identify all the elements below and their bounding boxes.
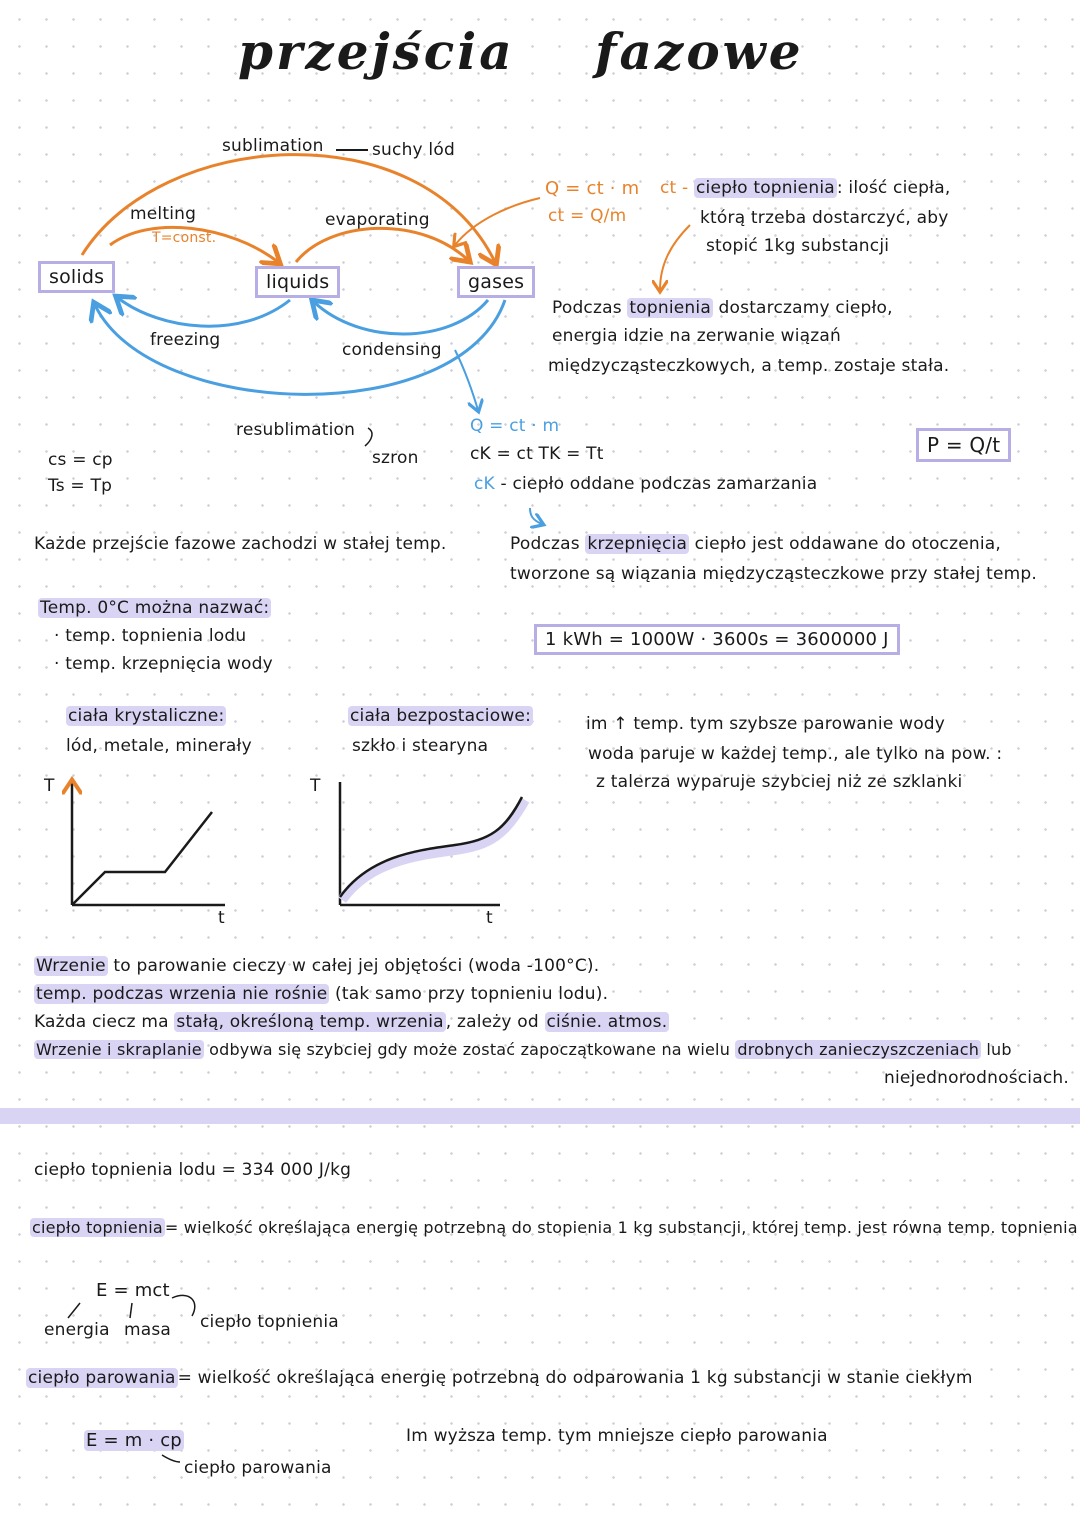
zero-deg-item-1: · temp. topnienia lodu (54, 626, 247, 646)
evaporating-arrow (296, 228, 468, 262)
label-dry-ice: suchy lód (372, 140, 455, 160)
boiling-line-5: niejednorodnościach. (884, 1068, 1069, 1088)
vapor-heat-label: ciepło parowania (184, 1458, 332, 1478)
energy-label: energia (44, 1320, 110, 1340)
label-evaporating: evaporating (325, 210, 430, 230)
evaporation-line-1: im ↑ temp. tym szybsze parowanie wody (586, 714, 946, 734)
crystalline-y-label: T (44, 776, 55, 796)
melting-definition-line-2: którą trzeba dostarczyć, aby (700, 208, 949, 228)
amorphous-graph (340, 782, 525, 905)
freezing-during-line-1: Podczas krzepnięcia ciepło jest oddawane do otoczenia, (510, 534, 1002, 554)
melting-formula-1: Q = ct · m (545, 178, 640, 199)
ice-melting-heat: ciepło topnienia lodu = 334 000 J/kg (34, 1160, 352, 1180)
label-melting: melting (130, 204, 197, 224)
freezing-ck-definition: cK - ciepło oddane podczas zamarzania (474, 474, 818, 494)
melting-during-line-3: międzycząsteczkowych, a temp. zostaje stała. (548, 356, 950, 376)
title-word-2: fazowe (595, 22, 804, 81)
amorphous-curve-highlight (342, 800, 525, 900)
ts-tp: Ts = Tp (48, 476, 113, 496)
definition-pointer-arrow (660, 225, 690, 290)
label-resublimation: resublimation (236, 420, 356, 440)
boiling-line-3: Każda ciecz ma stałą, określoną temp. wrzenia , zależy od ciśnie. atmos. (34, 1012, 668, 1032)
amorphous-y-label: T (310, 776, 321, 796)
vapor-heat-definition: ciepło parowania = wielkość określająca energię potrzebną do odparowania 1 kg substancji w stanie ciekłym (28, 1368, 973, 1388)
kwh-conversion: 1 kWh = 1000W · 3600s = 3600000 J (534, 624, 900, 655)
boiling-line-1: Wrzenie to parowanie cieczy w całej jej objętości (woda -100°C). (36, 956, 600, 976)
label-condensing: condensing (342, 340, 442, 360)
melting-heat-definition: ciepło topnienia = wielkość określająca energię potrzebną do stopienia 1 kg substancji, której temp. jest równa temp. topnienia (32, 1218, 1078, 1237)
zero-deg-intro: Temp. 0°C można nazwać: (40, 598, 270, 618)
condensing-pointer-arrow (455, 350, 478, 410)
zero-deg-item-2: · temp. krzepnięcia wody (54, 654, 273, 674)
energy-pointer (68, 1303, 80, 1318)
evaporation-line-3: z talerza wyparuje szybciej niż ze szklanki (596, 772, 963, 792)
energy-formula: E = mct (96, 1280, 170, 1301)
label-frost: szron (372, 448, 419, 468)
crystalline-graph (72, 782, 225, 905)
state-gases: gases (457, 266, 535, 298)
label-freezing: freezing (150, 330, 221, 350)
condensing-arrow (314, 300, 488, 334)
melting-definition-line-3: stopić 1kg substancji (706, 236, 890, 256)
amorphous-curve (340, 797, 522, 897)
frost-pointer (365, 428, 372, 446)
amorphous-label: ciała bezpostaciowe: (350, 706, 532, 726)
freezing-formula-1: Q = ct · m (470, 416, 560, 436)
cs-cp: cs = cp (48, 450, 113, 470)
state-solids: solids (38, 261, 115, 293)
boiling-line-2: temp. podczas wrzenia nie rośnie (tak samo przy topnieniu lodu). (36, 984, 609, 1004)
crystalline-x-label: t (218, 908, 225, 928)
heat-pointer (172, 1295, 195, 1316)
crystalline-label: ciała krystaliczne: (68, 706, 225, 726)
label-melting-note: T=const. (152, 230, 217, 246)
freezing-formula-2: cK = ct TK = Tt (470, 444, 604, 464)
crystalline-curve (72, 812, 212, 905)
label-sublimation: sublimation (222, 136, 324, 156)
state-liquids: liquids (255, 266, 340, 298)
freezing-during-line-2: tworzone są wiązania międzycząsteczkowe przy stałej temp. (510, 564, 1037, 584)
melting-formula-2: ct = Q/m (548, 206, 627, 226)
title-word-1: przejścia (238, 22, 515, 81)
freezing-pointer-arrow (530, 508, 542, 524)
vapor-energy-formula: E = m · cp (86, 1430, 182, 1451)
mass-pointer (130, 1303, 132, 1318)
evaporation-line-2: woda paruje w każdej temp., ale tylko na pow. : (588, 744, 1003, 764)
higher-temp-note: Im wyższa temp. tym mniejsze ciepło parowania (406, 1426, 828, 1446)
melting-definition-line-1: ct - ciepło topnienia : ilość ciepła, (660, 178, 951, 198)
melting-during-line-1: Podczas topnienia dostarczamy ciepło, (552, 298, 893, 318)
melting-heat-label: ciepło topnienia (200, 1312, 339, 1332)
section-divider (0, 1108, 1080, 1124)
freezing-arrow (118, 298, 290, 326)
mass-label: masa (124, 1320, 172, 1340)
melting-during-line-2: energia idzie na zerwanie wiązań (552, 326, 841, 346)
power-formula: P = Q/t (916, 428, 1011, 462)
crystalline-examples: lód, metale, minerały (66, 736, 252, 756)
amorphous-x-label: t (486, 908, 493, 928)
amorphous-examples: szkło i stearyna (352, 736, 489, 756)
every-transition-note: Każde przejście fazowe zachodzi w stałej temp. (34, 534, 447, 554)
boiling-line-4: Wrzenie i skraplanie odbywa się szybciej gdy może zostać zapoczątkowane na wielu drobnych zanieczyszczeniach lub (36, 1040, 1012, 1059)
vapor-heat-pointer (162, 1455, 180, 1462)
